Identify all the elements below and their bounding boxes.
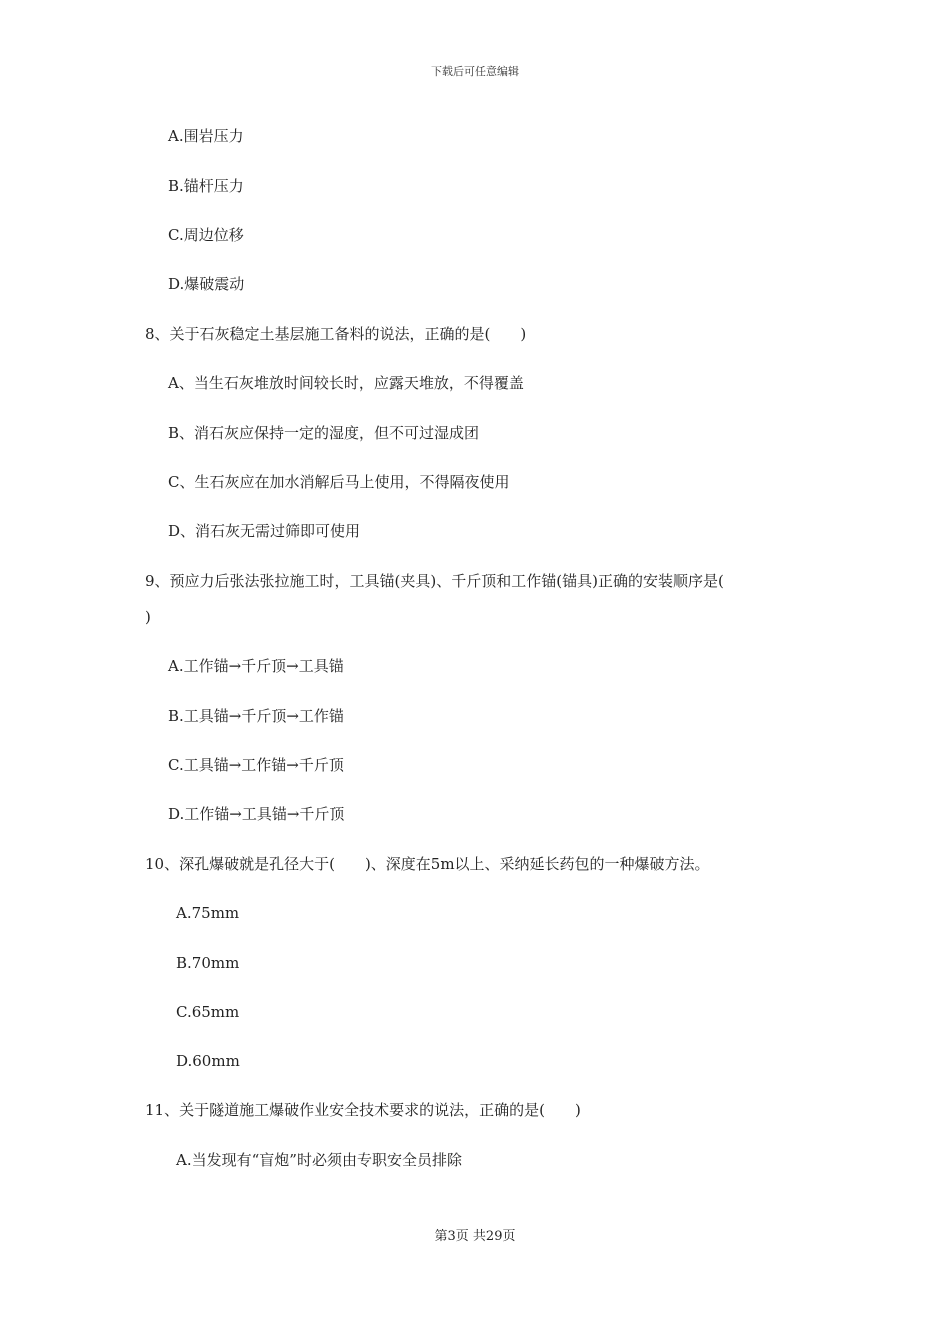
- q7-option-a: A.围岩压力: [168, 127, 244, 145]
- q10-option-b: B.70mm: [176, 954, 240, 972]
- q7-option-c: C.周边位移: [168, 226, 244, 244]
- q10-option-c: C.65mm: [176, 1003, 240, 1021]
- q9-stem-line1: 9、预应力后张法张拉施工时，工具锚(夹具)、千斤顶和工作锚(锚具)正确的安装顺序是(: [145, 572, 724, 590]
- page-header: 下载后可任意编辑: [431, 65, 519, 78]
- q10-option-d: D.60mm: [176, 1052, 240, 1070]
- q9-option-c: C.工具锚→工作锚→千斤顶: [168, 756, 344, 774]
- q9-option-d: D.工作锚→工具锚→千斤顶: [168, 805, 345, 823]
- q9-stem-line2: ): [145, 608, 151, 626]
- q11-stem: 11、关于隧道施工爆破作业安全技术要求的说法，正确的是( ): [145, 1101, 581, 1119]
- q8-option-d: D、消石灰无需过筛即可使用: [168, 522, 361, 540]
- q8-option-a: A、当生石灰堆放时间较长时，应露天堆放，不得覆盖: [168, 374, 524, 392]
- page-footer: 第3页 共29页: [434, 1229, 516, 1244]
- q8-option-b: B、消石灰应保持一定的湿度，但不可过湿成团: [168, 424, 480, 442]
- q11-option-a: A.当发现有“盲炮”时必须由专职安全员排除: [176, 1151, 462, 1169]
- q9-option-a: A.工作锚→千斤顶→工具锚: [168, 657, 344, 675]
- q8-option-c: C、生石灰应在加水消解后马上使用，不得隔夜使用: [168, 473, 510, 491]
- q7-option-d: D.爆破震动: [168, 275, 245, 293]
- q10-stem: 10、深孔爆破就是孔径大于( )、深度在5m以上、采纳延长药包的一种爆破方法。: [145, 855, 710, 873]
- q7-option-b: B.锚杆压力: [168, 177, 244, 195]
- q9-option-b: B.工具锚→千斤顶→工作锚: [168, 707, 344, 725]
- q8-stem: 8、关于石灰稳定土基层施工备料的说法，正确的是( ): [145, 325, 527, 343]
- q10-option-a: A.75mm: [176, 904, 240, 922]
